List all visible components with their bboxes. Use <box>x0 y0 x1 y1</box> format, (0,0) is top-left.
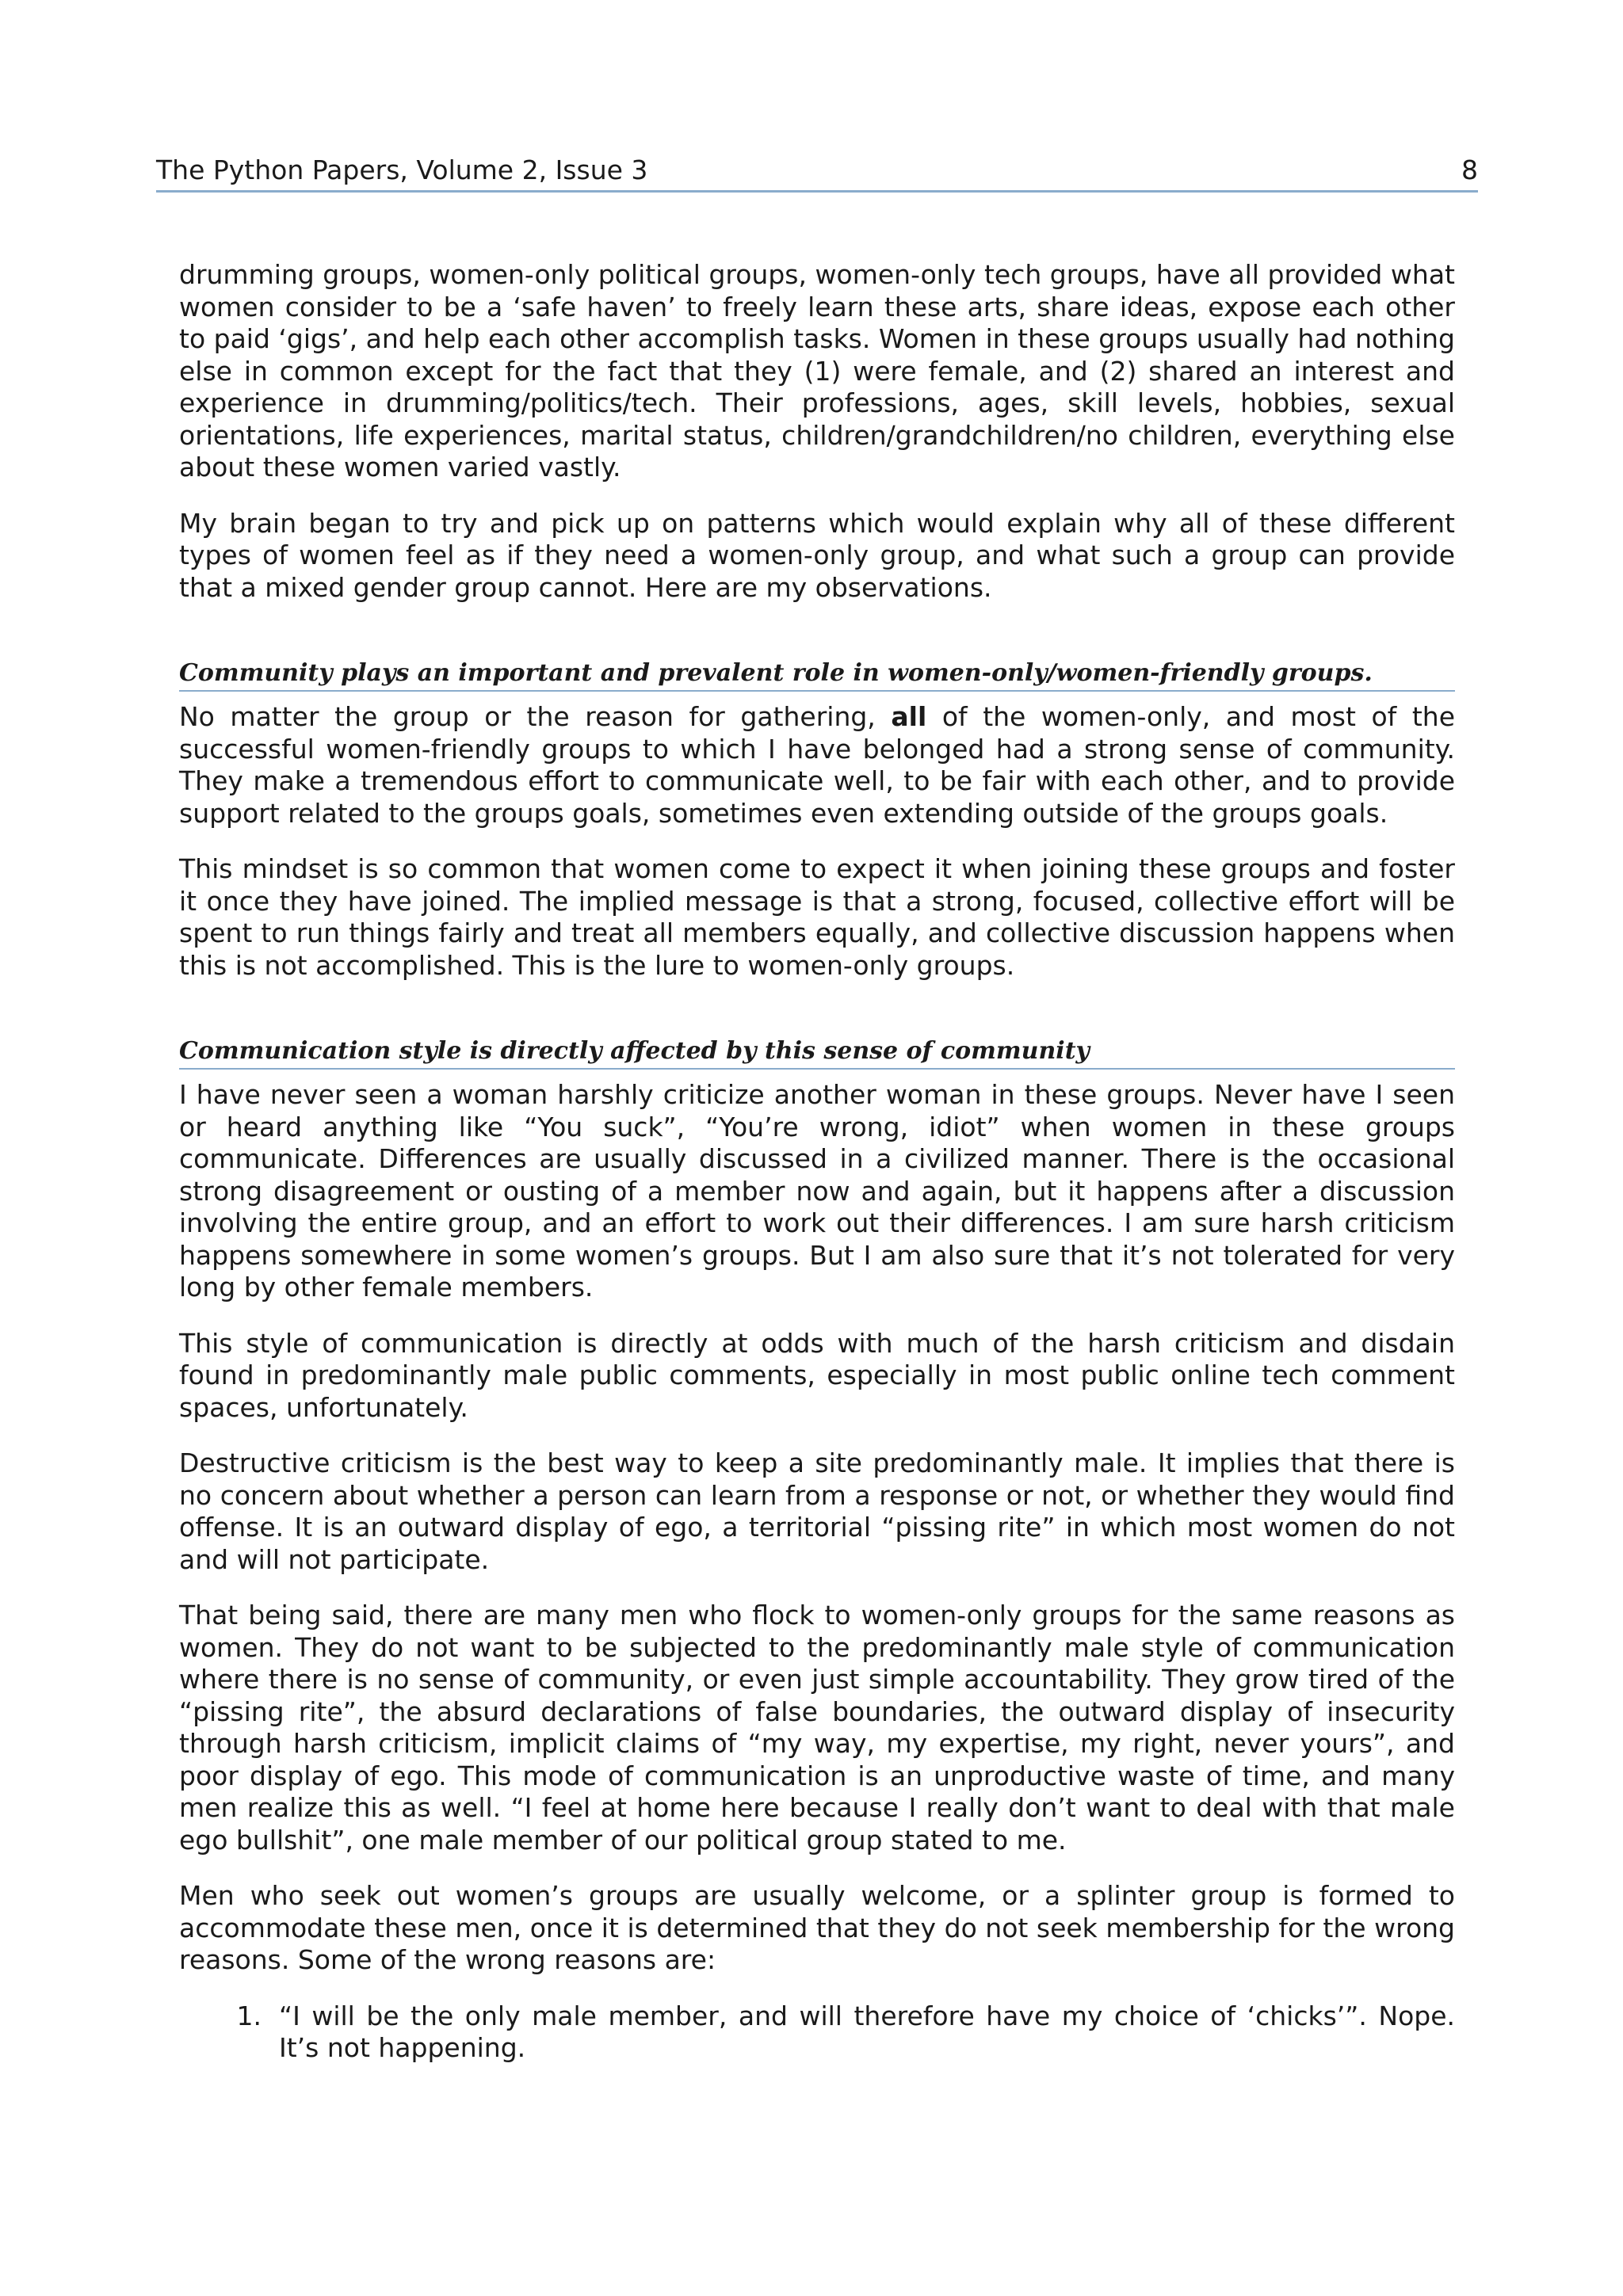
paragraph-text: of the women-only, and most of the successful women-friendly groups to which I have belonged had a strong sense of community. They make a tremendous effort to communicate well, to be fair with each other, and to provide support related to the groups goals, sometimes even extending outside of the groups goals. <box>179 701 1455 829</box>
emphasis-text: all <box>891 701 927 732</box>
paragraph <box>179 701 1455 830</box>
list-item-text: “I will be the only male member, and will therefore have my choice of ‘chicks’”. Nope. It’s not happening. <box>279 2000 1455 2063</box>
running-header <box>156 152 1478 193</box>
paragraph: Destructive criticism is the best way to keep a site predominantly male. It implies that there is no concern about whether a person can learn from a response or not, or whether they would find offense. It is an outward display of ego, a territorial “pissing rite” in which most women do not and will not participate. <box>179 1447 1455 1575</box>
paragraph-text: No matter the group or the reason for gathering, <box>179 701 876 732</box>
list-number: 1. <box>236 2000 262 2031</box>
paragraph: That being said, there are many men who flock to women-only groups for the same reasons as women. They do not want to be subjected to the predominantly male style of communication where there is no sense of community, or even just simple accountability. They grow tired of the “pissing rite”, the absurd declarations of false boundaries, the outward display of insecurity through harsh criticism, implicit claims of “my way, my expertise, my right, never yours”, and poor display of ego. This mode of communication is an unproductive waste of time, and many men realize this as well. “I feel at home here because I really don’t want to deal with that male ego bullshit”, one male member of our political group stated to me. <box>179 1600 1455 1855</box>
paragraph: I have never seen a woman harshly criticize another woman in these groups. Never have I seen or heard anything like “You suck”, “You’re wrong, idiot” when women in these groups communicate. Differences are usually discussed in a civilized manner. There is the occasional strong disagreement or ousting of a member now and again, but it happens after a discussion involving the entire group, and an effort to work out their differences. I am sure harsh criticism happens somewhere in some women’s groups. But I am also sure that it’s not tolerated for very long by other female members. <box>179 1079 1455 1302</box>
page-number: 8 <box>1461 154 1478 185</box>
list-item <box>179 2000 1455 2065</box>
section-heading: Community plays an important and prevalent role in women-only/women-friendly groups. <box>179 658 1455 692</box>
paragraph: This style of communication is directly at odds with much of the harsh criticism and disdain found in predominantly male public comments, especially in most public online tech comment spaces, unfortunately. <box>179 1327 1455 1423</box>
article-body <box>179 259 1455 2065</box>
paragraph: Men who seek out women’s groups are usually welcome, or a splinter group is formed to accommodate these men, once it is determined that they do not seek membership for the wrong reasons. Some of the wrong reasons are: <box>179 1880 1455 1975</box>
section-heading: Communication style is directly affected by this sense of community <box>179 1035 1455 1070</box>
numbered-list <box>179 2000 1455 2065</box>
paragraph: My brain began to try and pick up on patterns which would explain why all of these different types of women feel as if they need a women-only group, and what such a group can provide that a mixed gender group cannot. Here are my observations. <box>179 507 1455 603</box>
paragraph: drumming groups, women-only political groups, women-only tech groups, have all provided what women consider to be a ‘safe haven’ to freely learn these arts, share ideas, expose each other to paid ‘gigs’, and help each other accomplish tasks. Women in these groups usually had nothing else in common except for the fact that they (1) were female, and (2) shared an interest and experience in drumming/politics/tech. Their professions, ages, skill levels, hobbies, sexual orientations, life experiences, marital status, children/grandchildren/no children, everything else about these women varied vastly. <box>179 259 1455 482</box>
paragraph: This mindset is so common that women come to expect it when joining these groups and foster it once they have joined. The implied message is that a strong, focused, collective effort will be spent to run things fairly and treat all members equally, and collective discussion happens when this is not accomplished. This is the lure to women-only groups. <box>179 853 1455 981</box>
journal-title: The Python Papers, Volume 2, Issue 3 <box>156 154 648 185</box>
